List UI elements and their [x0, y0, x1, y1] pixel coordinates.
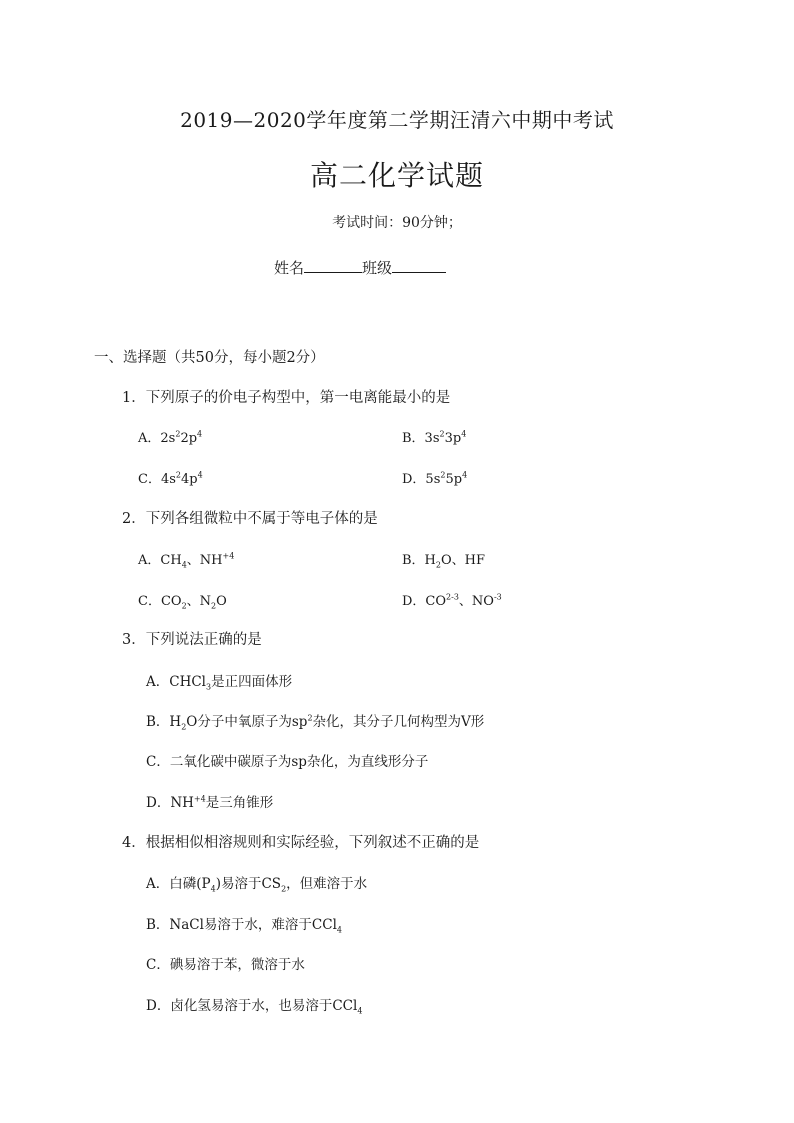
question-3-stem: 3．下列说法正确的是 — [122, 632, 262, 648]
question-3-option-b: B．$H_2O$分子中氧原子为$sp^2$杂化，其分子几何构型为V形 — [146, 713, 485, 732]
question-2-stem: 2．下列各组微粒中不属于等电子体的是 — [122, 511, 378, 527]
exam-header: 2019—2020学年度第二学期汪清六中期中考试 — [180, 108, 614, 132]
student-info-row — [274, 257, 446, 278]
question-3-option-d: D．$NH^{+4}$是三角锥形 — [146, 794, 274, 811]
question-4-stem: 4．根据相似相溶规则和实际经验，下列叙述不正确的是 — [122, 835, 480, 851]
question-4-option-d: D．卤化氢易溶于水，也易溶于CCl$_4$ — [146, 998, 363, 1016]
name-blank[interactable] — [304, 258, 362, 273]
question-2-option-b: B．$H_2O$、HF — [402, 553, 485, 570]
question-2-option-c: C．$CO_2$、$N_2O$ — [138, 594, 227, 611]
question-1-option-b: B．$3s^23p^4$ — [402, 429, 467, 446]
question-4-option-c: C．碘易溶于苯，微溶于水 — [146, 957, 305, 973]
question-2-option-d: D．CO$^{2-3}$、$NO^{-3}$ — [402, 592, 502, 609]
question-1-option-d: D．$5s^25p^4$ — [402, 470, 468, 487]
question-4-option-b: B．NaCl易溶于水，难溶于CCl$_4$ — [146, 917, 342, 935]
exam-time: 考试时间：90分钟； — [332, 215, 462, 231]
question-1-option-c: C．$4s^24p^4$ — [138, 470, 203, 487]
question-1-stem: 1．下列原子的价电子构型中，第一电离能最小的是 — [122, 390, 451, 406]
question-1-option-a: A．$2s^22p^4$ — [138, 429, 203, 446]
question-4-option-a: A．白磷$(P_4)$易溶于$CS_2$，但难溶于水 — [146, 876, 368, 894]
page-title: 高二化学试题 — [309, 159, 484, 192]
question-2-option-a: A．$CH_4$、$NH^{+4}$ — [138, 551, 235, 570]
section-heading: 一、选择题（共50分，每小题2分） — [94, 350, 325, 366]
class-label: 班级 — [362, 259, 393, 277]
question-3-option-c: C．二氧化碳中碳原子为sp杂化，为直线形分子 — [146, 754, 429, 770]
name-label: 姓名 — [274, 259, 305, 277]
question-3-option-a: A．CHCl$_3$是正四面体形 — [146, 674, 293, 692]
class-blank[interactable] — [392, 258, 446, 273]
